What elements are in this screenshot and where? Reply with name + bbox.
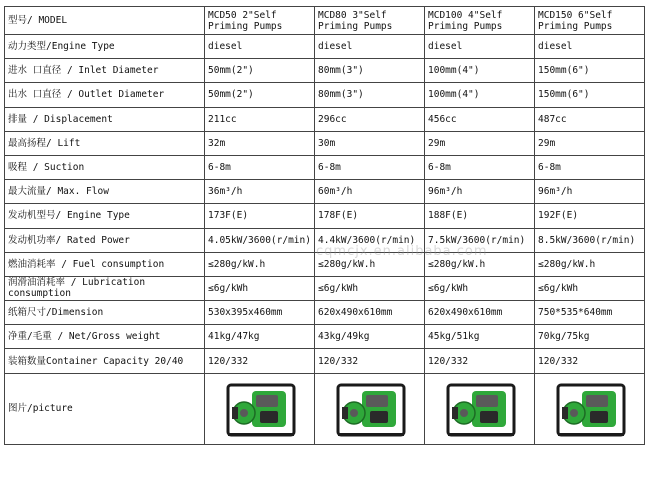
spec-cell: 36m³/h bbox=[205, 180, 315, 204]
spec-cell: diesel bbox=[205, 35, 315, 59]
spec-row-label: 最大流量/ Max. Flow bbox=[5, 180, 205, 204]
spec-cell: 32m bbox=[205, 131, 315, 155]
spec-cell: 178F(E) bbox=[315, 204, 425, 228]
spec-cell: 487cc bbox=[535, 107, 645, 131]
picture-cell bbox=[425, 373, 535, 444]
spec-cell: 96m³/h bbox=[425, 180, 535, 204]
spec-cell: 188F(E) bbox=[425, 204, 535, 228]
spec-cell: 80mm(3") bbox=[315, 83, 425, 107]
water-pump-image bbox=[442, 377, 520, 441]
spec-cell: 45kg/51kg bbox=[425, 325, 535, 349]
spec-row bbox=[5, 276, 645, 300]
spec-cell: ≤280g/kW.h bbox=[315, 252, 425, 276]
spec-cell: 6-8m bbox=[315, 155, 425, 179]
spec-cell: 120/332 bbox=[425, 349, 535, 373]
spec-cell: 6-8m bbox=[535, 155, 645, 179]
spec-table bbox=[4, 6, 645, 445]
spec-cell: 150mm(6") bbox=[535, 83, 645, 107]
spec-row-label: 发动机功率/ Rated Power bbox=[5, 228, 205, 252]
spec-cell: 6-8m bbox=[425, 155, 535, 179]
spec-cell: 60m³/h bbox=[315, 180, 425, 204]
model-name-mcd80: MCD80 3"Self Priming Pumps bbox=[315, 7, 425, 35]
spec-cell: 120/332 bbox=[315, 349, 425, 373]
watermark: cqmcjx.en.alibaba.com bbox=[316, 244, 488, 259]
spec-cell: diesel bbox=[315, 35, 425, 59]
spec-cell: 96m³/h bbox=[535, 180, 645, 204]
spec-row-label: 燃油消耗率 / Fuel consumption bbox=[5, 252, 205, 276]
spec-cell: 30m bbox=[315, 131, 425, 155]
spec-cell: 620x490x610mm bbox=[425, 301, 535, 325]
spec-cell: 7.5kW/3600(r/min) bbox=[425, 228, 535, 252]
spec-row-label: 出水 口直径 / Outlet Diameter bbox=[5, 83, 205, 107]
water-pump-image bbox=[552, 377, 630, 441]
spec-cell: 4.4kW/3600(r/min) bbox=[315, 228, 425, 252]
model-header-label: 型号/ MODEL bbox=[5, 7, 205, 35]
spec-row bbox=[5, 180, 645, 204]
spec-cell: 70kg/75kg bbox=[535, 325, 645, 349]
spec-cell: 80mm(3") bbox=[315, 59, 425, 83]
spec-row bbox=[5, 252, 645, 276]
spec-row bbox=[5, 349, 645, 373]
spec-row bbox=[5, 59, 645, 83]
spec-row-label: 发动机型号/ Engine Type bbox=[5, 204, 205, 228]
spec-cell: ≤6g/kWh bbox=[205, 276, 315, 300]
spec-row bbox=[5, 301, 645, 325]
spec-cell: 29m bbox=[425, 131, 535, 155]
model-name-mcd150: MCD150 6"Self Priming Pumps bbox=[535, 7, 645, 35]
spec-cell: ≤6g/kWh bbox=[315, 276, 425, 300]
spec-cell: ≤6g/kWh bbox=[425, 276, 535, 300]
spec-row-label: 润滑油消耗率 / Lubrication consumption bbox=[5, 276, 205, 300]
spec-row bbox=[5, 83, 645, 107]
spec-row-label: 净重/毛重 / Net/Gross weight bbox=[5, 325, 205, 349]
spec-cell: diesel bbox=[425, 35, 535, 59]
picture-cell bbox=[205, 373, 315, 444]
spec-cell: 150mm(6") bbox=[535, 59, 645, 83]
spec-row-label: 排量 / Displacement bbox=[5, 107, 205, 131]
spec-cell: 8.5kW/3600(r/min) bbox=[535, 228, 645, 252]
spec-cell: 41kg/47kg bbox=[205, 325, 315, 349]
spec-cell: 120/332 bbox=[535, 349, 645, 373]
picture-row-label: 图片/picture bbox=[5, 373, 205, 444]
spec-row bbox=[5, 35, 645, 59]
spec-cell: ≤6g/kWh bbox=[535, 276, 645, 300]
spec-cell: 100mm(4") bbox=[425, 83, 535, 107]
water-pump-image bbox=[222, 377, 300, 441]
spec-row-label: 动力类型/Engine Type bbox=[5, 35, 205, 59]
header-row bbox=[5, 7, 645, 35]
spec-cell: 29m bbox=[535, 131, 645, 155]
spec-row bbox=[5, 131, 645, 155]
spec-row-label: 纸箱尺寸/Dimension bbox=[5, 301, 205, 325]
spec-cell: 100mm(4") bbox=[425, 59, 535, 83]
spec-row-label: 装箱数量Container Capacity 20/40 bbox=[5, 349, 205, 373]
spec-cell: 620x490x610mm bbox=[315, 301, 425, 325]
spec-row-label: 吸程 / Suction bbox=[5, 155, 205, 179]
model-name-mcd50: MCD50 2"Self Priming Pumps bbox=[205, 7, 315, 35]
spec-cell: ≤280g/kW.h bbox=[425, 252, 535, 276]
model-name-mcd100: MCD100 4"Self Priming Pumps bbox=[425, 7, 535, 35]
spec-row bbox=[5, 107, 645, 131]
spec-cell: 211cc bbox=[205, 107, 315, 131]
spec-cell: diesel bbox=[535, 35, 645, 59]
spec-cell: 192F(E) bbox=[535, 204, 645, 228]
spec-row bbox=[5, 325, 645, 349]
spec-cell: ≤280g/kW.h bbox=[535, 252, 645, 276]
spec-row bbox=[5, 228, 645, 252]
picture-row bbox=[5, 373, 645, 444]
picture-cell bbox=[535, 373, 645, 444]
spec-cell: ≤280g/kW.h bbox=[205, 252, 315, 276]
picture-cell bbox=[315, 373, 425, 444]
spec-sheet bbox=[4, 6, 645, 445]
spec-cell: 6-8m bbox=[205, 155, 315, 179]
spec-cell: 173F(E) bbox=[205, 204, 315, 228]
spec-cell: 4.05kW/3600(r/min) bbox=[205, 228, 315, 252]
spec-row-label: 进水 口直径 / Inlet Diameter bbox=[5, 59, 205, 83]
spec-cell: 50mm(2") bbox=[205, 83, 315, 107]
spec-cell: 456cc bbox=[425, 107, 535, 131]
spec-row bbox=[5, 155, 645, 179]
spec-cell: 43kg/49kg bbox=[315, 325, 425, 349]
spec-cell: 750*535*640mm bbox=[535, 301, 645, 325]
spec-cell: 120/332 bbox=[205, 349, 315, 373]
water-pump-image bbox=[332, 377, 410, 441]
spec-row-label: 最高扬程/ Lift bbox=[5, 131, 205, 155]
spec-cell: 530x395x460mm bbox=[205, 301, 315, 325]
spec-cell: 296cc bbox=[315, 107, 425, 131]
spec-cell: 50mm(2") bbox=[205, 59, 315, 83]
spec-row bbox=[5, 204, 645, 228]
